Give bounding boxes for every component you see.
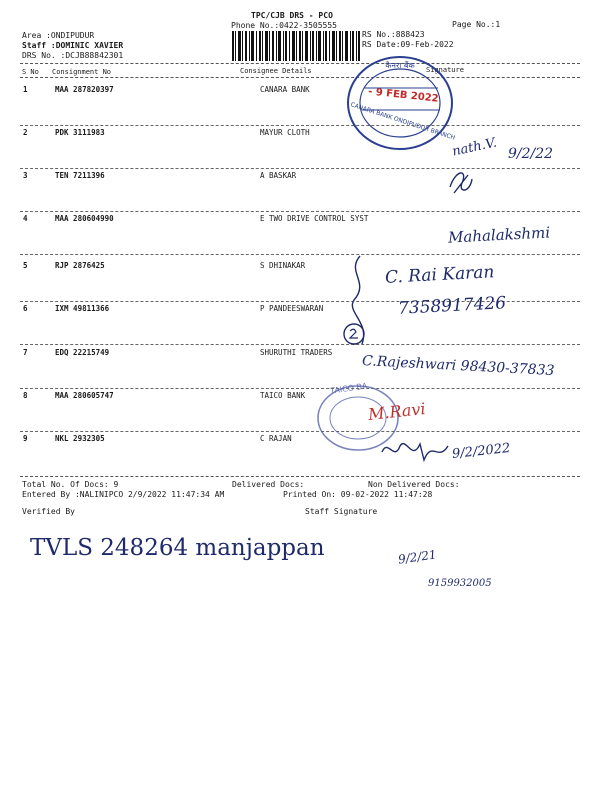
table-row (0, 261, 600, 305)
non-delivered-docs: Non Delivered Docs: (368, 480, 460, 489)
row-sno: 7 (23, 348, 28, 357)
row-consignment: MAA 280605747 (55, 391, 114, 400)
header-divider-top (20, 63, 580, 64)
row-divider (20, 211, 580, 212)
rs-date: RS Date:09-Feb-2022 (362, 40, 454, 49)
stamp-date: - 9 FEB 2022 (367, 86, 440, 105)
row-consignment: MAA 280604990 (55, 214, 114, 223)
printed-on: Printed On: 09-02-2022 11:47:28 (283, 490, 433, 499)
row-consignee: MAYUR CLOTH (260, 128, 310, 137)
row-sno: 6 (23, 304, 28, 313)
row-divider (20, 388, 580, 389)
row-sno: 3 (23, 171, 28, 180)
handwritten-phone-row6: 7358917426 (397, 293, 507, 319)
row-consignee: CANARA BANK (260, 85, 310, 94)
row-divider (20, 125, 580, 126)
area-label: Area :ONDIPUDUR (22, 31, 95, 40)
row-sno: 8 (23, 391, 28, 400)
phone-number: Phone No.:0422-3505555 (231, 21, 337, 30)
table-row (0, 391, 600, 435)
row-sno: 1 (23, 85, 28, 94)
svg-text:कैनरा बैंक: कैनरा बैंक (385, 61, 415, 70)
verified-by: Verified By (22, 507, 75, 516)
row-consignment: RJP 2876425 (55, 261, 105, 270)
row-divider (20, 168, 580, 169)
handwritten-signature-row8: M.Ravi (367, 399, 427, 424)
row-consignment: PDK 3111983 (55, 128, 105, 137)
row-consignment: NKL 2932305 (55, 434, 105, 443)
table-row (0, 171, 600, 215)
table-row (0, 85, 600, 129)
row-consignee: TAICO BANK (260, 391, 306, 400)
handwritten-name-row7: C.Rajeshwari 98430-37833 (361, 352, 555, 380)
row-consignment: IXM 49811366 (55, 304, 110, 313)
row-consignee: A BASKAR (260, 171, 297, 180)
handwritten-date-row9: 9/2/2022 (451, 440, 512, 463)
row-consignee: S DHINAKAR (260, 261, 306, 270)
staff-signature-label: Staff Signature (305, 507, 378, 516)
barcode (232, 31, 360, 61)
table-row (0, 304, 600, 348)
handwritten-name-row5: C. Rai Karan (384, 262, 495, 288)
handwritten-bottom-date: 9/2/21 (397, 547, 438, 567)
row-consignee: E TWO DRIVE CONTROL SYST (260, 214, 369, 223)
handwritten-bottom-phone: 9159932005 (428, 578, 492, 589)
taico-stamp-text: TAICO BA (329, 381, 368, 396)
rs-number: RS No.:888423 (362, 30, 425, 39)
col-sno: S No (22, 68, 39, 76)
row-consignment: EDQ 22215749 (55, 348, 110, 357)
col-consignment: Consignment No (52, 68, 112, 76)
handwritten-signature-row2: nath.V. (450, 135, 499, 160)
circled-number-row6 (342, 322, 366, 346)
page-number: Page No.:1 (452, 20, 501, 29)
col-consignee: Consignee Details (240, 67, 312, 75)
signature-scribble-row9 (378, 432, 452, 468)
row-sno: 4 (23, 214, 28, 223)
footer-divider (20, 476, 580, 477)
row-consignee: C RAJAN (260, 434, 292, 443)
row-divider (20, 254, 580, 255)
delivered-docs: Delivered Docs: (232, 480, 305, 489)
row-consignment: MAA 287820397 (55, 85, 114, 94)
row-sno: 9 (23, 434, 28, 443)
stamp-bank-text: CANARA BANK ONDIPUDUR BRANCH (349, 101, 456, 142)
handwritten-date-row2: 9/2/22 (508, 146, 554, 162)
row-sno: 2 (23, 128, 28, 137)
row-consignee: P PANDEESWARAN (260, 304, 324, 313)
row-consignee: SHURUTHI TRADERS (260, 348, 333, 357)
col-signature: Signature (426, 66, 464, 74)
row-divider (20, 431, 580, 432)
handwritten-bottom-note: TVLS 248264 manjappan (30, 535, 325, 561)
entered-by: Entered By :NALINIPCO 2/9/2022 11:47:34 AM (22, 490, 225, 499)
staff-label: Staff :DOMINIC XAVIER (22, 41, 124, 50)
total-docs: Total No. Of Docs: 9 (22, 480, 119, 489)
header-divider-bottom (20, 77, 580, 78)
handwritten-signature-row4: Mahalakshmi (447, 223, 551, 247)
row-sno: 5 (23, 261, 28, 270)
row-divider (20, 344, 580, 345)
signature-scribble-row3 (446, 165, 476, 197)
drs-number: DRS No. :DCJB88842301 (22, 51, 124, 60)
document-title: TPC/CJB DRS - PCO (251, 11, 333, 20)
row-consignment: TEN 7211396 (55, 171, 105, 180)
